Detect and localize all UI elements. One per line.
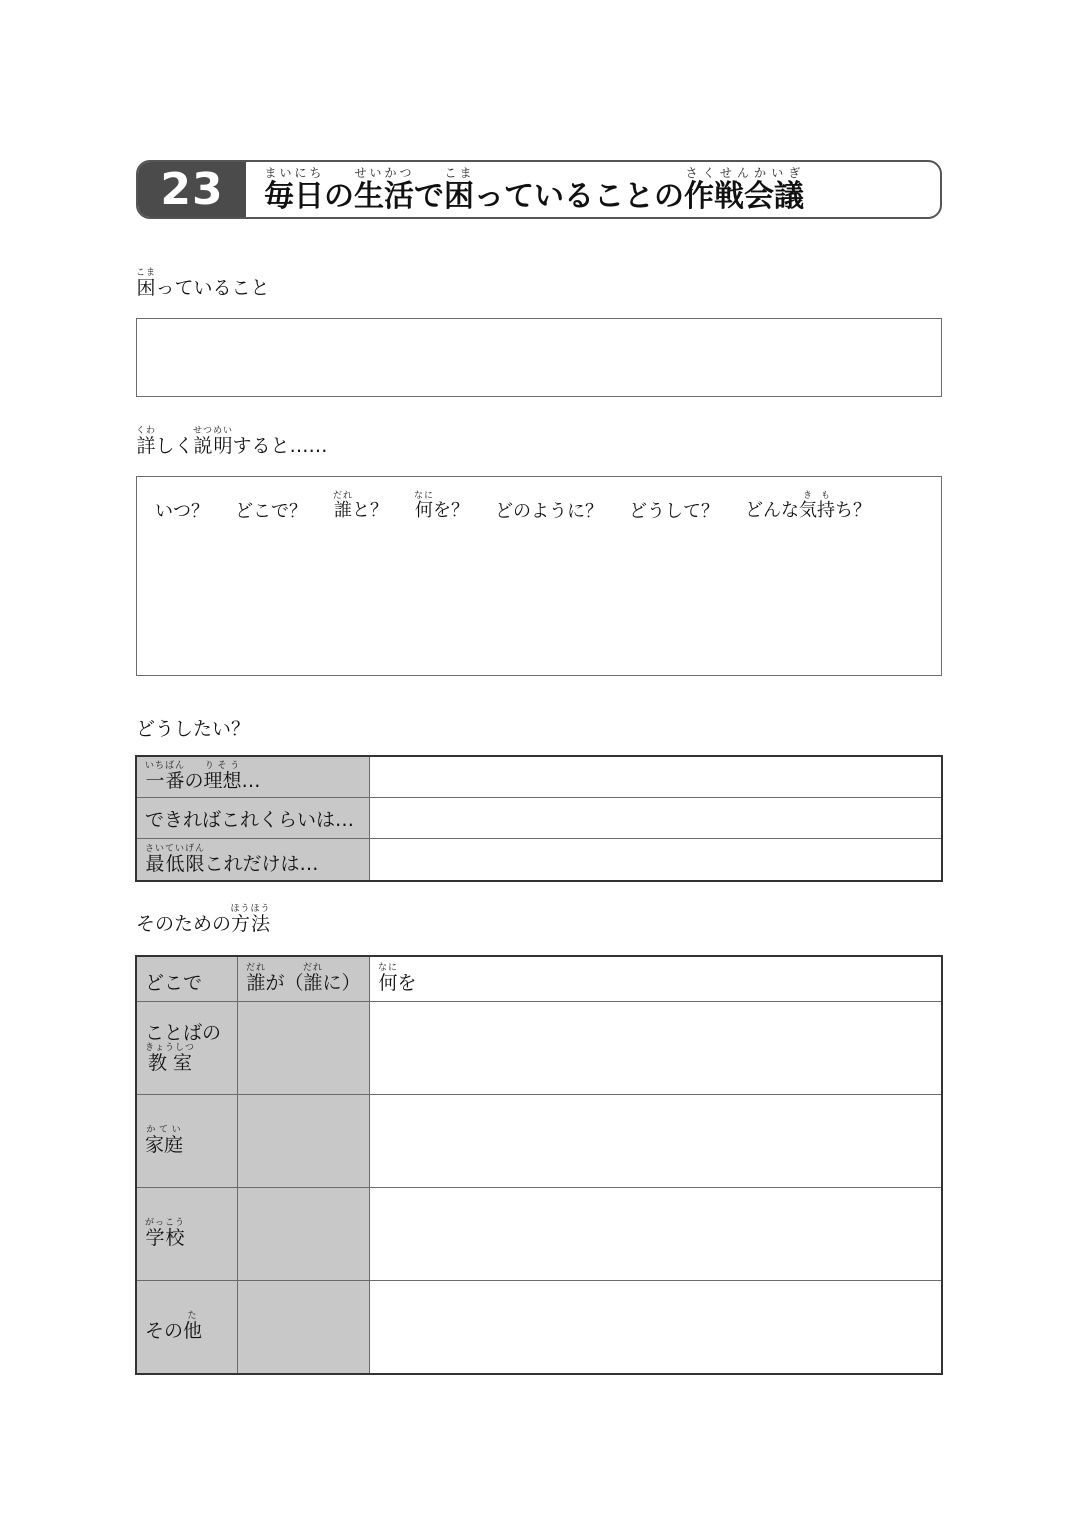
- goal-minimum-label: 最低限さいていげんこれだけは…: [137, 839, 370, 881]
- title-part: 毎日まいにち: [264, 166, 324, 214]
- prompt-who: 誰だれと？: [333, 491, 388, 521]
- table-row: [137, 839, 942, 881]
- prompt-when: いつ？: [155, 501, 209, 522]
- table-row: [137, 798, 942, 839]
- who-cell[interactable]: [238, 1095, 370, 1188]
- who-cell[interactable]: [238, 1188, 370, 1281]
- table-row: [137, 1188, 942, 1281]
- place-home: 家庭かてい: [137, 1095, 238, 1188]
- prompt-what: 何なにを？: [414, 491, 470, 521]
- who-cell[interactable]: [238, 1281, 370, 1374]
- place-school: 学校がっこう: [137, 1188, 238, 1281]
- header-who: 誰だれが（誰だれに）: [238, 957, 370, 1002]
- goal-ideal-input[interactable]: [370, 757, 942, 798]
- title-part: 困こま: [444, 166, 474, 214]
- what-cell[interactable]: [370, 1188, 942, 1281]
- table-row: [137, 1095, 942, 1188]
- table-row: [137, 1002, 942, 1095]
- place-language-classroom: ことばの 教室きょうしつ: [137, 1002, 238, 1095]
- trouble-input-box[interactable]: [136, 318, 942, 397]
- method-table: [136, 956, 942, 1374]
- section-goal-label: どうしたい？: [136, 718, 251, 740]
- title-part: で: [414, 179, 444, 214]
- what-cell[interactable]: [370, 1095, 942, 1188]
- title-part: の: [324, 179, 354, 214]
- section-trouble-label: 困こまっていること: [136, 268, 270, 299]
- table-row: [137, 957, 942, 1002]
- worksheet-number: 23: [138, 162, 246, 217]
- section-method-label: そのための方法ほうほう: [136, 904, 271, 935]
- table-row: [137, 757, 942, 798]
- goal-ideal-label: 一番いちばんの理想りそう…: [137, 757, 370, 798]
- page-title: [246, 162, 940, 217]
- title-part: 作戦会議さくせんかいぎ: [684, 166, 804, 214]
- title-part: 生活せいかつ: [354, 166, 414, 214]
- header-where: どこで: [137, 957, 238, 1002]
- detail-input-box[interactable]: [136, 476, 942, 676]
- section-detail-label: 詳くわしく説明せつめいすると……: [136, 426, 328, 457]
- header-what: 何なにを: [370, 957, 942, 1002]
- who-cell[interactable]: [238, 1002, 370, 1095]
- title-part: っていることの: [474, 179, 684, 214]
- table-row: [137, 1281, 942, 1374]
- detail-prompts: [137, 477, 941, 523]
- what-cell[interactable]: [370, 1281, 942, 1374]
- prompt-where: どこで？: [235, 501, 307, 522]
- goal-minimum-input[interactable]: [370, 839, 942, 881]
- prompt-feeling: どんな気持きもち？: [745, 491, 872, 521]
- what-cell[interactable]: [370, 1002, 942, 1095]
- place-other: その他た: [137, 1281, 238, 1374]
- prompt-how: どのように？: [495, 501, 604, 522]
- prompt-why: どうして？: [629, 501, 720, 522]
- goal-preferably-input[interactable]: [370, 798, 942, 839]
- goal-preferably-label: できればこれくらいは…: [137, 798, 370, 839]
- title-bar: [136, 160, 942, 219]
- goal-table: [136, 756, 942, 881]
